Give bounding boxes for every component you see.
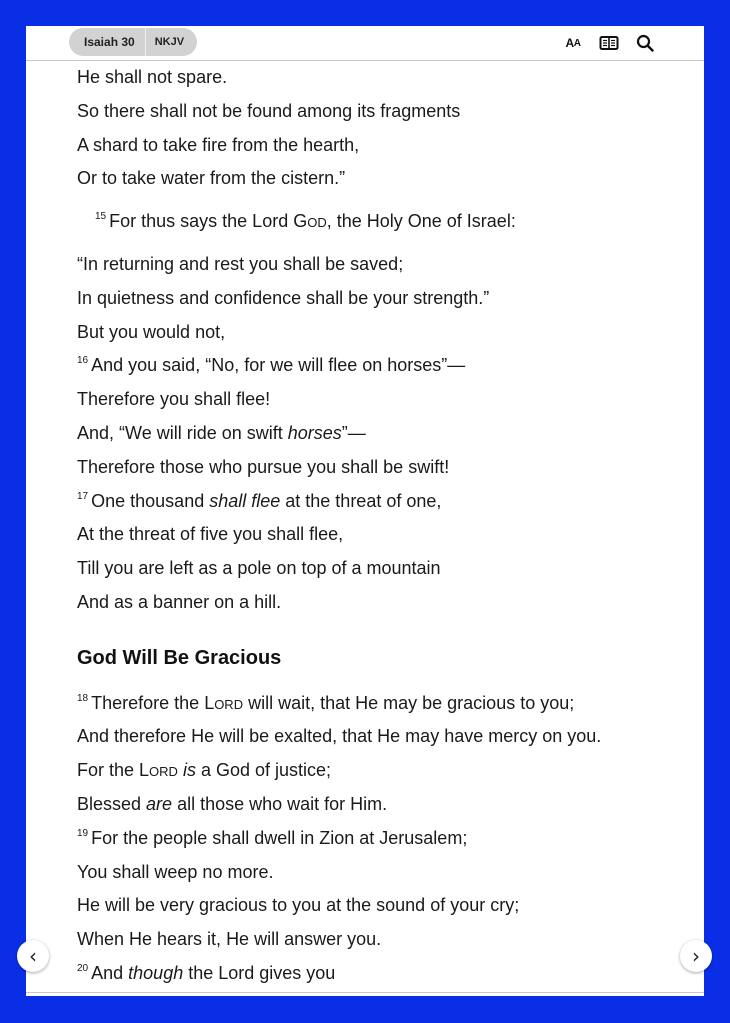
- verse-line: Therefore you shall flee!: [77, 389, 271, 410]
- reader-page: [26, 26, 704, 996]
- verse-text: Blessed: [77, 793, 147, 814]
- verse-line: “In returning and rest you shall be saved;: [77, 253, 404, 274]
- section-heading: God Will Be Gracious: [77, 646, 282, 669]
- verse-text: One thousand: [91, 490, 210, 511]
- italic-text: though: [128, 962, 184, 983]
- chevron-right-icon: ›: [692, 944, 700, 968]
- verse-text: And you said, “No, for we will flee on horses”—: [91, 355, 466, 376]
- verse-text: Therefore the: [91, 692, 205, 713]
- verse-line: When He hears it, He will answer you.: [77, 929, 382, 950]
- italic-text: shall flee: [209, 490, 281, 511]
- verse-text: And, “We will ride on swift: [77, 422, 288, 443]
- verse-line: A shard to take fire from the hearth,: [77, 134, 360, 155]
- next-chapter-button[interactable]: [680, 940, 712, 972]
- verse-20: [77, 957, 677, 991]
- verse-line: [77, 788, 677, 822]
- verse-text: will wait, that He may be gracious to you;: [243, 692, 575, 713]
- verse-number: 20: [77, 962, 89, 974]
- verse-text: For the people shall dwell in Zion at Jerusalem;: [91, 827, 468, 848]
- verse-line: [77, 417, 677, 451]
- verse-line: In quietness and confidence shall be your strength.”: [77, 287, 490, 308]
- verse-text: For the: [77, 760, 140, 781]
- verse-line: So there shall not be found among its fragments: [77, 100, 461, 121]
- verse-19: [77, 822, 677, 856]
- verse-number: 18: [77, 692, 89, 704]
- top-bar: [26, 26, 704, 61]
- verse-number: 19: [77, 827, 89, 839]
- verse-text: all those who wait for Him.: [172, 793, 388, 814]
- bottom-divider: [26, 992, 704, 993]
- verse-line: And therefore He will be exalted, that He may have mercy on you.: [77, 726, 602, 747]
- verse-17: [77, 485, 677, 519]
- italic-text: is: [182, 760, 196, 781]
- toolbar: [562, 34, 656, 52]
- chevron-left-icon: ‹: [29, 944, 37, 968]
- verse-line: Till you are left as a pole on top of a mountain: [77, 558, 441, 579]
- verse-number: 17: [77, 490, 89, 502]
- passage-text: [77, 61, 677, 991]
- verse-text: And: [91, 962, 129, 983]
- verse-text: For thus says the Lord: [109, 211, 294, 232]
- font-size-icon[interactable]: A A: [565, 36, 581, 50]
- previous-chapter-button[interactable]: [17, 940, 49, 972]
- book-chapter-button[interactable]: Isaiah 30: [69, 28, 146, 56]
- verse-line: Therefore those who pursue you shall be swift!: [77, 456, 450, 477]
- verse-text: ”—: [341, 422, 366, 443]
- verse-line: He shall not spare.: [77, 67, 228, 87]
- divine-name: God: [293, 211, 327, 232]
- verse-line: But you would not,: [77, 321, 226, 342]
- verse-text: , the Holy One of Israel:: [326, 211, 516, 232]
- verse-15: [77, 205, 677, 239]
- passage-selector[interactable]: [69, 28, 197, 56]
- italic-text: horses: [287, 422, 342, 443]
- verse-18: [77, 687, 677, 721]
- verse-text: a God of justice;: [195, 760, 332, 781]
- book-icon[interactable]: [598, 34, 620, 52]
- verse-line: [77, 754, 677, 788]
- italic-text: are: [146, 793, 173, 814]
- verse-line: And as a banner on a hill.: [77, 591, 282, 612]
- verse-number: 16: [77, 355, 89, 367]
- verse-16: [77, 349, 677, 383]
- verse-line: Or to take water from the cistern.”: [77, 168, 346, 189]
- divine-name: Lord: [204, 692, 244, 713]
- verse-number: 15: [95, 211, 107, 223]
- search-icon[interactable]: [634, 34, 656, 52]
- verse-line: At the threat of five you shall flee,: [77, 524, 344, 545]
- version-button[interactable]: NKJV: [154, 36, 185, 48]
- verse-line: You shall weep no more.: [77, 861, 274, 882]
- verse-text: the Lord gives you: [183, 962, 336, 983]
- divine-name: Lord: [139, 760, 178, 781]
- verse-line: He will be very gracious to you at the sound of your cry;: [77, 895, 520, 916]
- verse-text: at the threat of one,: [280, 490, 442, 511]
